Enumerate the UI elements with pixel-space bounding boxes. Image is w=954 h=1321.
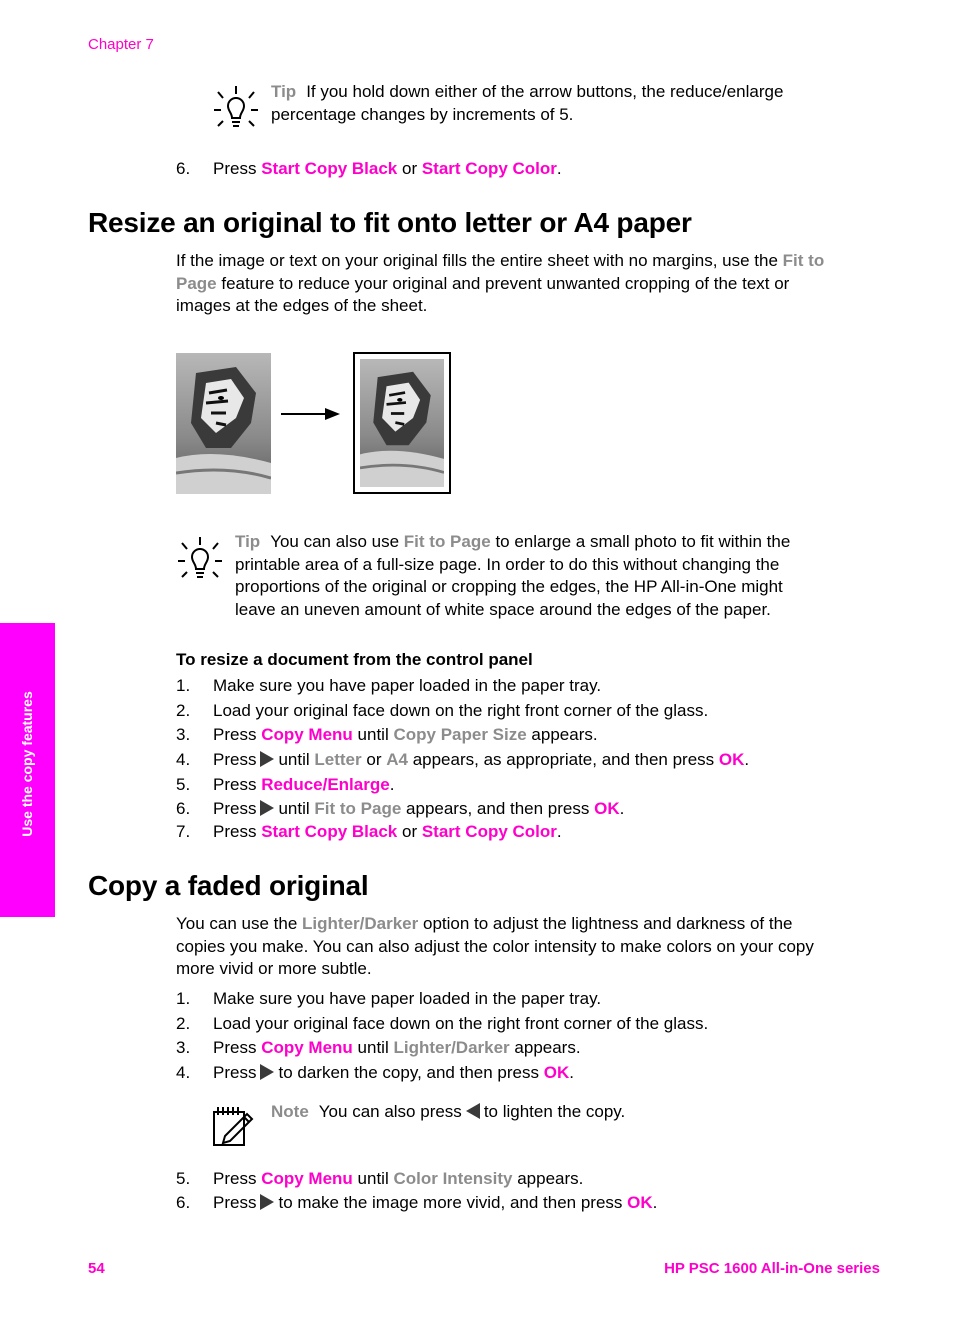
page-number: 54 bbox=[88, 1260, 105, 1277]
tiger-original-image bbox=[176, 353, 271, 494]
list-item: 4. Press until Letter or A4 appears, as appropriate, and then press OK. bbox=[176, 750, 750, 769]
paragraph: You can use the Lighter/Darker option to adjust the lightness and darkness of the copies you make. You can also adjust the color intensity to make colors on your copy more vivid or more subtle. bbox=[176, 914, 814, 978]
tiger-fit-to-page-image bbox=[353, 352, 451, 494]
list-item: 6. Press to make the image more vivid, and then press OK. bbox=[176, 1193, 658, 1212]
right-arrow-icon bbox=[260, 1194, 274, 1210]
tip-label: Tip bbox=[271, 82, 297, 101]
list-item: 1. Make sure you have paper loaded in the paper tray. bbox=[176, 676, 602, 695]
section-heading: Resize an original to fit onto letter or A4 paper bbox=[88, 207, 692, 238]
list-item: 5. Press Copy Menu until Color Intensity appears. bbox=[176, 1169, 584, 1188]
list-item: 3. Press Copy Menu until Copy Paper Size appears. bbox=[176, 725, 598, 744]
paragraph: If the image or text on your original fills the entire sheet with no margins, use the Fit to Page feature to reduce your original and prevent unwanted cropping of the text or images at the edges of the sheet. bbox=[176, 251, 825, 315]
list-item: 4. Press to darken the copy, and then press OK. bbox=[176, 1063, 574, 1082]
left-arrow-icon bbox=[466, 1103, 480, 1119]
list-item: 5. Press Reduce/Enlarge. bbox=[176, 775, 395, 794]
list-item: 7. Press Start Copy Black or Start Copy Color. bbox=[176, 822, 562, 841]
list-item: 2. Load your original face down on the right front corner of the glass. bbox=[176, 701, 709, 720]
arrow-right-icon bbox=[281, 406, 341, 422]
lightbulb-icon bbox=[177, 535, 223, 585]
tip-text: percentage changes by increments of 5. bbox=[271, 105, 574, 124]
procedure-title: To resize a document from the control panel bbox=[176, 650, 533, 669]
section-heading: Copy a faded original bbox=[88, 870, 369, 901]
right-arrow-icon bbox=[260, 751, 274, 767]
list-item: 2. Load your original face down on the right front corner of the glass. bbox=[176, 1014, 709, 1033]
tip-2: Tip You can also use Fit to Page to enlarge a small photo to fit within the printable area of a full-size page. In order to do this without changing the proportions of the original or cropping the edges, the HP All-in-One might leave an uneven amount of white space around the edges of the paper. bbox=[235, 532, 791, 619]
lightbulb-icon bbox=[213, 84, 259, 134]
right-arrow-icon bbox=[260, 1064, 274, 1080]
right-arrow-icon bbox=[260, 800, 274, 816]
list-item: 6. Press until Fit to Page appears, and then press OK. bbox=[176, 799, 625, 818]
list-item: 1. Make sure you have paper loaded in the paper tray. bbox=[176, 989, 602, 1008]
note: Note You can also press to lighten the copy. bbox=[271, 1102, 626, 1121]
chapter-header: Chapter 7 bbox=[88, 36, 154, 53]
tip-text: If you hold down either of the arrow buttons, the reduce/enlarge bbox=[306, 82, 784, 101]
side-tab bbox=[0, 623, 55, 917]
side-tab-label: Use the copy features bbox=[19, 691, 35, 837]
list-item: 3. Press Copy Menu until Lighter/Darker appears. bbox=[176, 1038, 581, 1057]
list-item: 6. Press Start Copy Black or Start Copy Color. bbox=[176, 159, 562, 178]
tip-1 bbox=[271, 80, 871, 126]
product-name: HP PSC 1600 All-in-One series bbox=[664, 1260, 880, 1277]
note-pad-icon bbox=[211, 1104, 255, 1148]
